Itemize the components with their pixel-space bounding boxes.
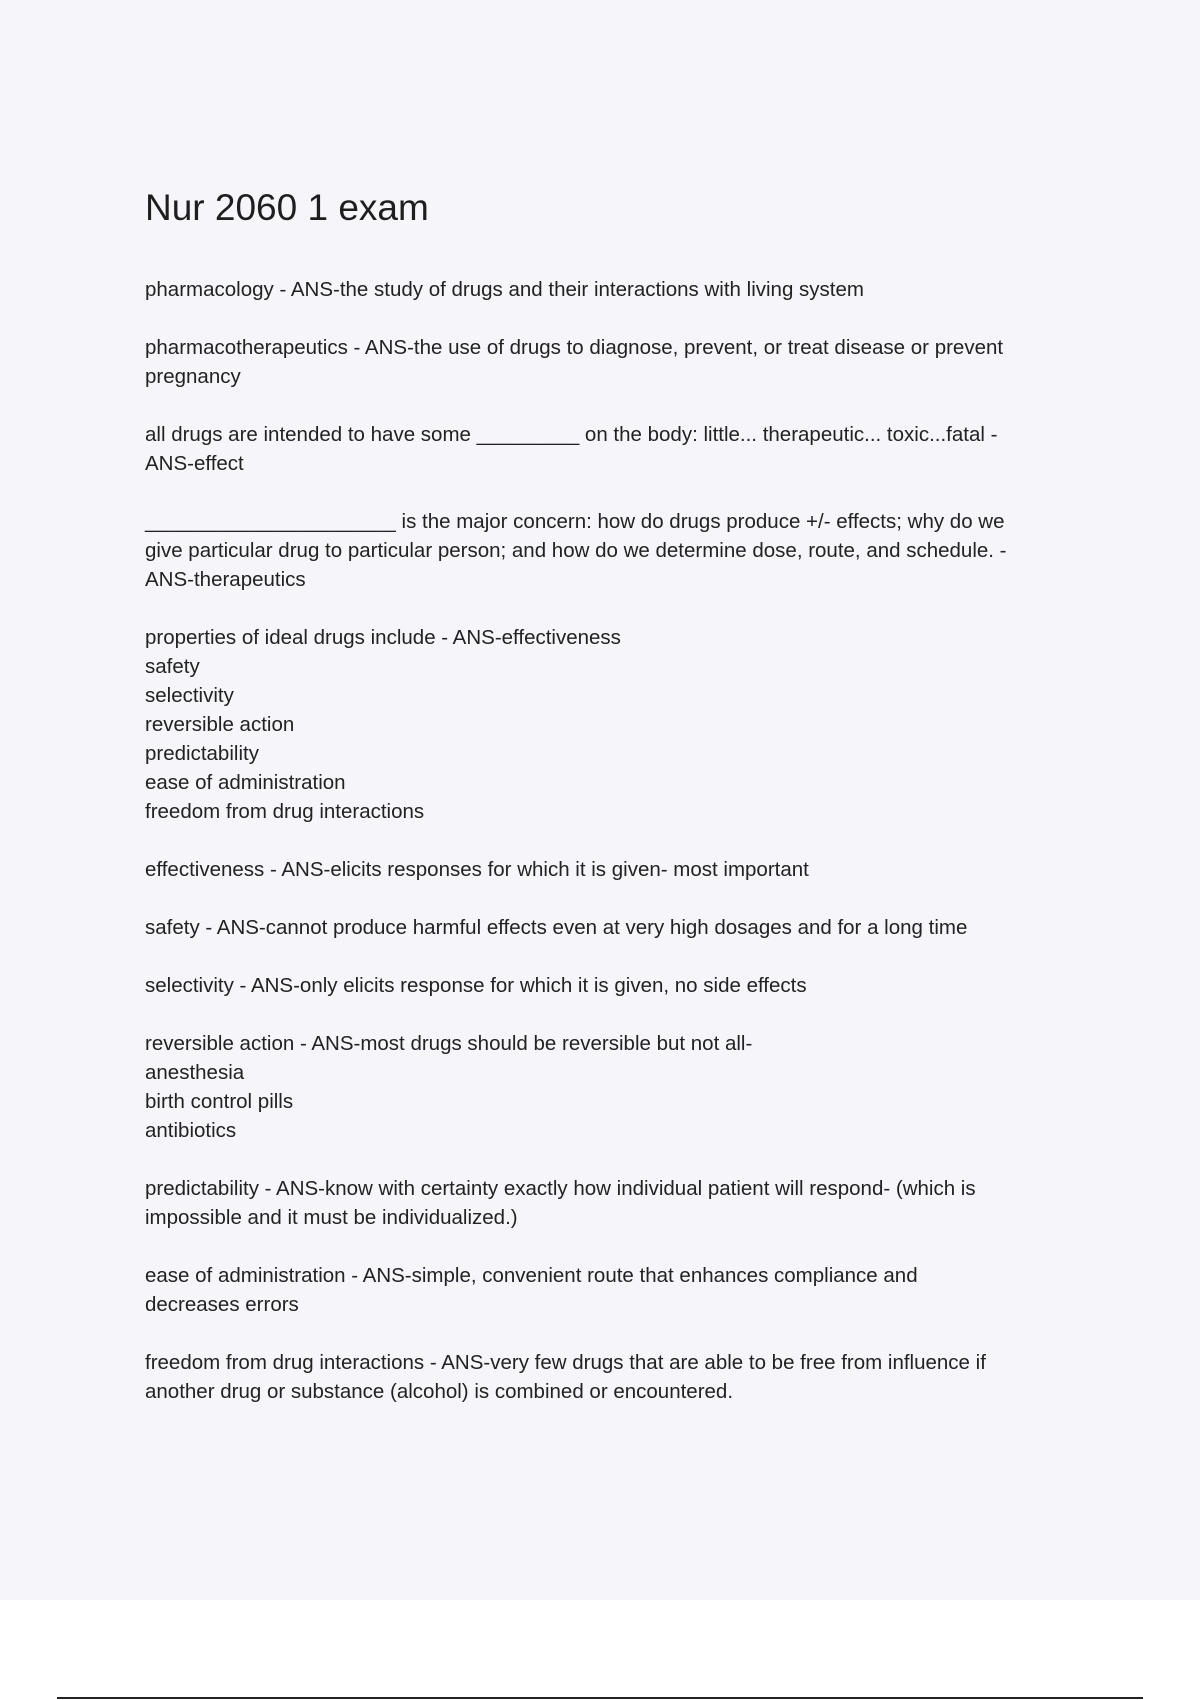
flashcard-entry-safety: safety - ANS-cannot produce harmful effects even at very high dosages and for a long time	[145, 916, 968, 939]
flashcard-entry-ideal-drug-properties: properties of ideal drugs include - ANS-effectiveness safety selectivity reversible action predictability ease of administration freedom from drug interactions	[145, 626, 621, 823]
flashcard-entry-pharmacotherapeutics: pharmacotherapeutics - ANS-the use of drugs to diagnose, prevent, or treat disease or prevent pregnancy	[145, 336, 1004, 388]
flashcard-entry-reversible-action: reversible action - ANS-most drugs should be reversible but not all- anesthesia birth control pills antibiotics	[145, 1032, 753, 1142]
flashcard-entry-pharmacology: pharmacology - ANS-the study of drugs and their interactions with living system	[145, 278, 864, 301]
flashcard-entry-selectivity: selectivity - ANS-only elicits response for which it is given, no side effects	[145, 974, 807, 997]
flashcard-entry-ease-of-administration: ease of administration - ANS-simple, convenient route that enhances compliance and decreases errors	[145, 1264, 918, 1316]
page-title: Nur 2060 1 exam	[145, 187, 429, 228]
document-content	[145, 186, 1085, 1435]
flashcard-entry-freedom-from-interactions: freedom from drug interactions - ANS-very few drugs that are able to be free from influence if another drug or substance (alcohol) is combined or encountered.	[145, 1351, 986, 1403]
flashcard-entry-therapeutics: ______________________ is the major concern: how do drugs produce +/- effects; why do we give particular drug to particular person; and how do we determine dose, route, and schedule. - ANS-therapeutics	[145, 510, 1007, 591]
flashcard-entry-effectiveness: effectiveness - ANS-elicits responses for which it is given- most important	[145, 858, 809, 881]
flashcard-entry-predictability: predictability - ANS-know with certainty exactly how individual patient will respond- (which is impossible and it must be individualized.)	[145, 1177, 976, 1229]
flashcard-entry-effect: all drugs are intended to have some _________ on the body: little... therapeutic... toxic...fatal - ANS-effect	[145, 423, 998, 475]
page-divider	[57, 1697, 1143, 1699]
